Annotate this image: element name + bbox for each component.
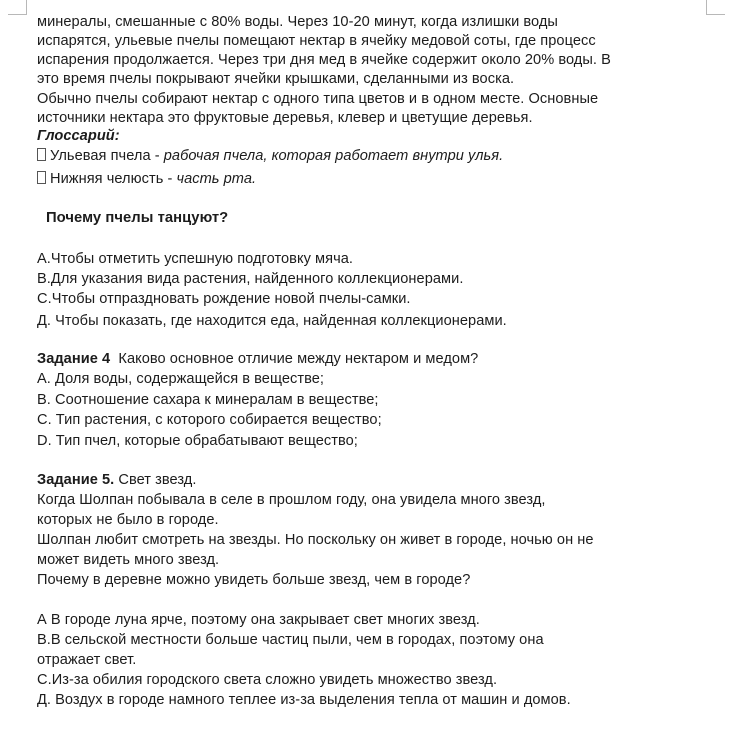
glossary-term: Ульевая пчела - bbox=[50, 148, 164, 164]
question-title: Почему пчелы танцуют? bbox=[46, 210, 229, 226]
answer-option: A. Доля воды, содержащейся в веществе; bbox=[37, 371, 325, 387]
task-label: Задание 5. bbox=[37, 472, 115, 488]
answer-option: C. Тип растения, с которого собирается вещество; bbox=[37, 412, 382, 428]
answer-option: B. Соотношение сахара к минералам в веществе; bbox=[37, 392, 379, 408]
task-text-line: которых не было в городе. bbox=[37, 512, 219, 528]
missing-glyph-icon bbox=[37, 148, 46, 161]
page-margin-mark-right bbox=[706, 0, 725, 15]
intro-line: испарения продолжается. Через три дня мед в ячейке содержит около 20% воды. В bbox=[37, 52, 611, 68]
intro-line: испарятся, ульевые пчелы помещают нектар в ячейку медовой соты, где процесс bbox=[37, 33, 596, 49]
intro-line: Обычно пчелы собирают нектар с одного типа цветов и в одном месте. Основные bbox=[37, 91, 599, 107]
intro-line: минералы, смешанные с 80% воды. Через 10-20 минут, когда излишки воды bbox=[37, 14, 558, 30]
glossary-term: Нижняя челюсть - bbox=[50, 171, 177, 187]
task-text-line: Шолпан любит смотреть на звезды. Но поскольку он живет в городе, ночью он не bbox=[37, 532, 594, 548]
answer-option: С.Чтобы отпраздновать рождение новой пчелы-самки. bbox=[37, 291, 411, 307]
task-text-line: Когда Шолпан побывала в селе в прошлом году, она увидела много звезд, bbox=[37, 492, 546, 508]
task-4-header bbox=[37, 350, 478, 368]
answer-option: А.Чтобы отметить успешную подготовку мяча. bbox=[37, 251, 353, 267]
answer-option: В.Для указания вида растения, найденного коллекционерами. bbox=[37, 271, 464, 287]
intro-line: источники нектара это фруктовые деревья, клевер и цветущие деревья. bbox=[37, 110, 533, 126]
task-label: Задание 4 bbox=[37, 351, 111, 367]
glossary-item bbox=[37, 170, 256, 188]
answer-option-continued: отражает свет. bbox=[37, 652, 137, 668]
page-margin-mark-left bbox=[8, 0, 27, 15]
task-5-header bbox=[37, 471, 196, 489]
task-text-line: Почему в деревне можно увидеть больше звезд, чем в городе? bbox=[37, 572, 471, 588]
task-title: Свет звезд. bbox=[118, 472, 197, 488]
task-question: Каково основное отличие между нектаром и медом? bbox=[118, 351, 479, 367]
glossary-item bbox=[37, 147, 503, 165]
task-text-line: может видеть много звезд. bbox=[37, 552, 220, 568]
answer-option: В.В сельской местности больше частиц пыли, чем в городах, поэтому она bbox=[37, 632, 544, 648]
missing-glyph-icon bbox=[37, 171, 46, 184]
glossary-title: Глоссарий: bbox=[37, 128, 120, 144]
answer-option: С.Из-за обилия городского света сложно увидеть множество звезд. bbox=[37, 672, 498, 688]
answer-option: Д. Чтобы показать, где находится еда, найденная коллекционерами. bbox=[37, 313, 507, 329]
glossary-definition: часть рта. bbox=[176, 171, 257, 187]
answer-option: Д. Воздух в городе намного теплее из-за выделения тепла от машин и домов. bbox=[37, 692, 571, 708]
answer-option: D. Тип пчел, которые обрабатывают вещество; bbox=[37, 433, 358, 449]
answer-option: А В городе луна ярче, поэтому она закрывает свет многих звезд. bbox=[37, 612, 480, 628]
intro-line: это время пчелы покрывают ячейки крышками, сделанными из воска. bbox=[37, 71, 515, 87]
glossary-definition: рабочая пчела, которая работает внутри улья. bbox=[163, 148, 504, 164]
